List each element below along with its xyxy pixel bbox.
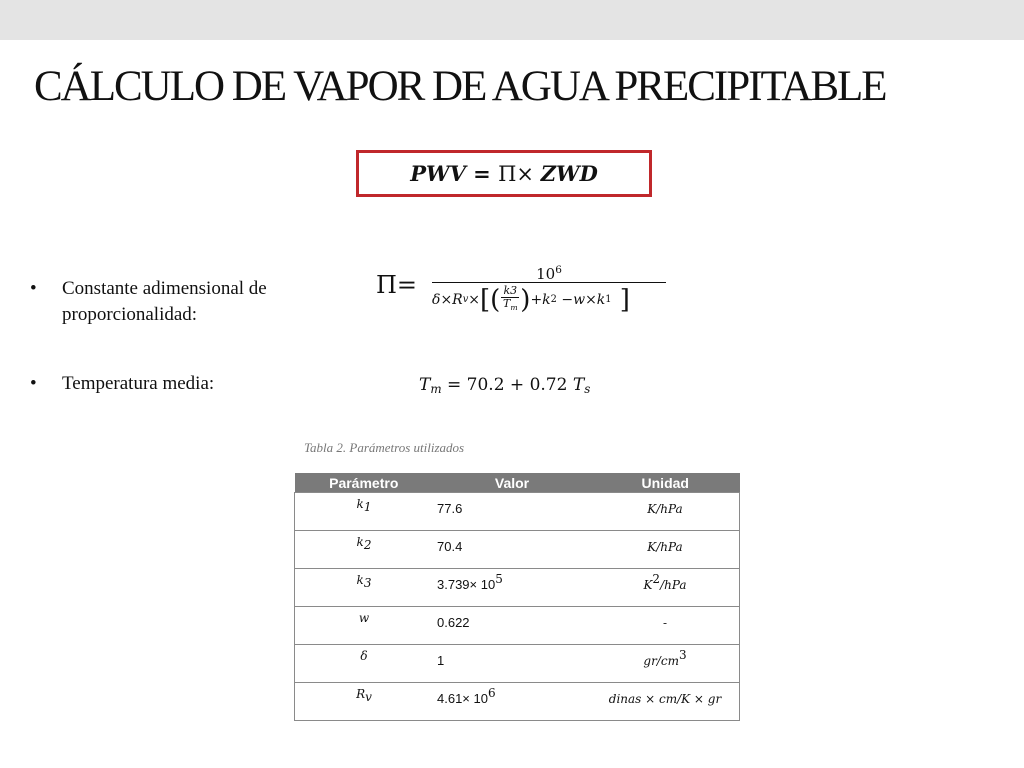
unit-cell: K/hPa [591,531,740,569]
zwd-symbol: ZWD [540,161,598,186]
param-cell: $k_3$ [295,569,434,607]
table-row [295,645,740,683]
bullet-constant [30,276,267,328]
inner-fraction: k3 $T_m$ [502,284,518,312]
unit-cell: $gr/cm^3$ [591,645,740,683]
table-row [295,607,740,645]
bullet-dot: • [30,278,37,299]
bullet-text: Constante adimensional de [62,278,267,299]
pwv-symbol: PWV [410,161,466,186]
table-row [295,683,740,721]
bullet-text: Temperatura media: [62,373,215,394]
param-cell: $k_2$ [295,531,434,569]
pi-symbol: Π [498,161,517,186]
table-row [295,569,740,607]
param-cell: $R_v$ [295,683,434,721]
unit-cell: dinas × cm/K × gr [591,683,740,721]
table-caption: Tabla 2. Parámetros utilizados [304,440,465,455]
times-sign: × [516,161,541,186]
slide-title: CÁLCULO DE VAPOR DE AGUA PRECIPITABLE [34,63,886,110]
value-cell: $4.61\times 10^6$ [433,683,591,721]
value-cell: 0.622 [433,607,591,645]
param-cell: $k_1$ [295,493,434,531]
bullet-dot: • [30,373,37,394]
value-cell: 1 [433,645,591,683]
unit-cell: - [591,607,740,645]
fraction-numerator: $10^6$ [536,264,562,283]
param-cell: w [295,607,434,645]
equals-sign: = [465,161,499,186]
value-cell: $3.739\times 10^5$ [433,569,591,607]
pi-fraction [432,258,666,314]
bullet-temperature [30,371,214,397]
unit-cell: K/hPa [591,493,740,531]
tm-formula: $T_m = 70.2 + 0.72$ $T_s$ [419,375,591,396]
pi-label: Π= [376,271,418,299]
fraction-denominator: δ × R v × [( k3 $T_m$ ) +k 2 −w×k 1 ] [432,284,630,315]
value-cell: 77.6 [433,493,591,531]
table-header-row [295,473,740,493]
header-parametro: Parámetro [295,473,434,493]
header-valor: Valor [433,473,591,493]
top-bar [0,0,1024,40]
header-unidad: Unidad [591,473,740,493]
pwv-formula-box [356,150,652,197]
bullet-text: proporcionalidad: [62,304,198,325]
table-row [295,531,740,569]
parameters-table [294,473,740,721]
table-row [295,493,740,531]
param-cell: δ [295,645,434,683]
unit-cell: $K^2$/hPa [591,569,740,607]
value-cell: 70.4 [433,531,591,569]
